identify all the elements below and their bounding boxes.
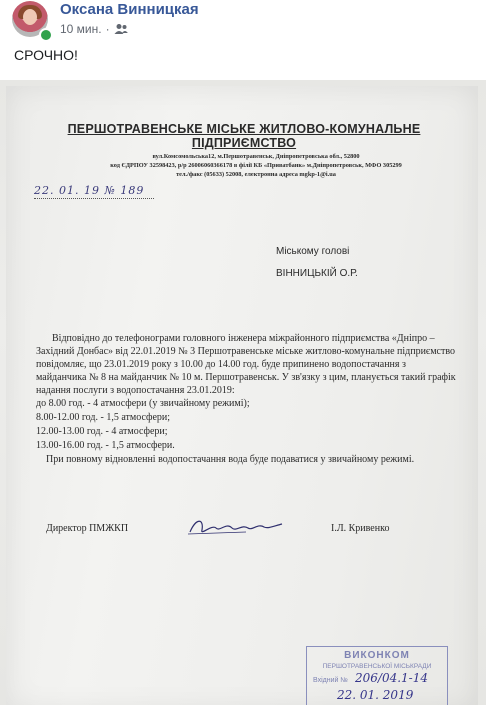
meta-separator: · xyxy=(105,22,110,36)
friends-audience-icon[interactable] xyxy=(114,23,128,35)
recipient-name: ВІННИЦЬКІЙ О.Р. xyxy=(276,268,358,279)
schedule-item: 8.00-12.00 год. - 1,5 атмосфери; xyxy=(36,412,171,423)
signer-title: Директор ПМЖКП xyxy=(46,523,129,534)
contacts-line: тел./факс (05633) 52008, електронна адреса mgkp-1@i.ua xyxy=(176,171,336,178)
stamp-in-number: 206/04.1-14 xyxy=(355,671,428,685)
document-sheet xyxy=(6,86,478,705)
closing-paragraph: При повному відновленні водопостачання вода буде подаватися у звичайному режимі. xyxy=(46,454,415,465)
schedule-item: до 8.00 год. - 4 атмосфери (у звичайному режимі); xyxy=(36,398,250,409)
post-header xyxy=(0,0,486,44)
stamp-in-label: Вхідний № xyxy=(313,677,348,684)
stamp-date: 22. 01. 2019 xyxy=(337,688,414,702)
post-text: СРОЧНО! xyxy=(14,47,78,63)
post-time[interactable]: 10 мин. xyxy=(60,22,102,36)
recipient-title: Міському голові xyxy=(276,246,350,257)
schedule-item: 13.00-16.00 год. - 1,5 атмосфери. xyxy=(36,440,175,451)
body-paragraph: Відповідно до телефонограми головного інженера міжрайонного підприємства «Дніпро – Західний Донбас» від 22.01.2019 № 3 Першотравенське міське житлово-комунальне підприємство повідомляє, що 23.01.2019 року з 10.00 до 14.00 год. буде припинено водопостачання з майданчика № 8 на майданчик № 10 м. Першотравенськ. У зв'язку з цим, планується такий графік надання послуги з водопостачання 23.01.2019: xyxy=(36,333,456,396)
bank-details-line: код ЄДРПОУ 32598423, р/р 26006060366178 в філії КБ «Приватбанк» м.Дніпропетровськ, МФО 305299 xyxy=(110,162,402,169)
incoming-stamp xyxy=(306,646,448,705)
signature-image xyxy=(186,514,286,540)
author-name[interactable]: Оксана Винницкая xyxy=(60,1,199,18)
schedule-item: 12.00-13.00 год. - 4 атмосфери; xyxy=(36,426,168,437)
handwritten-date-number: 22. 01. 19 № 189 xyxy=(34,184,145,197)
signer-name: І.Л. Кривенко xyxy=(331,523,390,534)
organization-title: ПЕРШОТРАВЕНСЬКЕ МІСЬКЕ ЖИТЛОВО-КОМУНАЛЬНЕ ПІДПРИЄМСТВО xyxy=(67,122,421,150)
date-underline xyxy=(34,198,154,199)
address-line: вул.Комсомольська12, м.Першотравенськ, Дніпропетровська обл., 52800 xyxy=(152,153,360,160)
online-status-icon xyxy=(39,28,53,42)
post-meta xyxy=(60,22,128,36)
post-photo[interactable] xyxy=(0,80,486,705)
stamp-subtitle: ПЕРШОТРАВЕНСЬКОЇ МІСЬКРАДИ xyxy=(322,663,432,670)
avatar-face xyxy=(23,9,37,25)
stamp-title: ВИКОНКОМ xyxy=(344,650,410,661)
